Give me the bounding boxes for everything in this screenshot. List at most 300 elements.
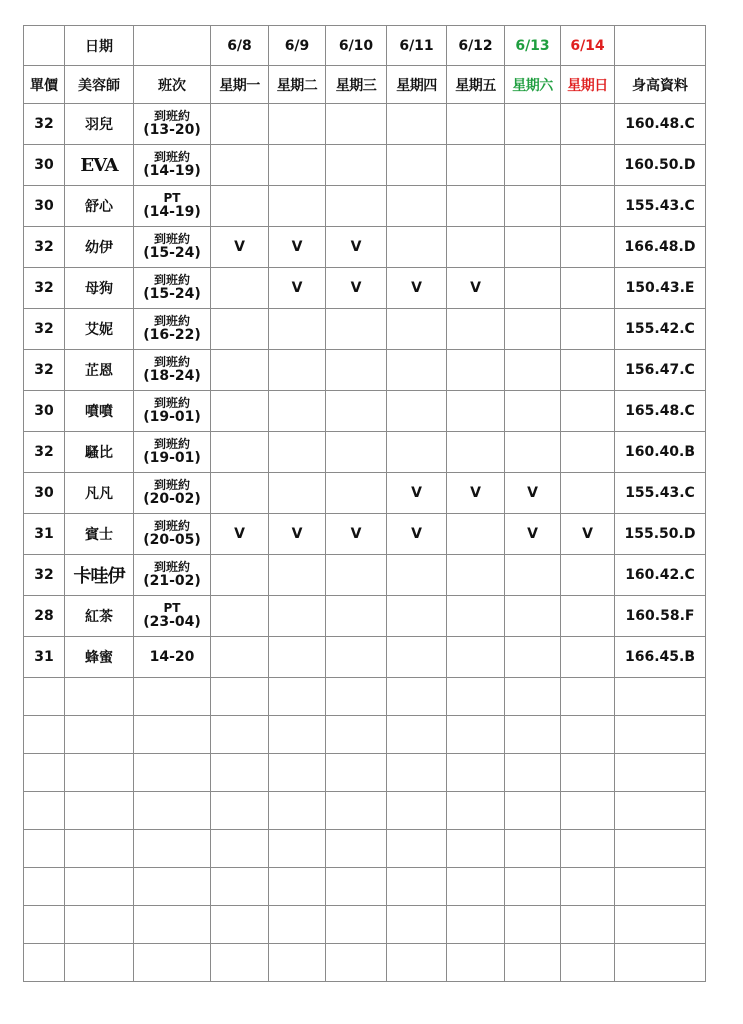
availability-cell: [387, 432, 447, 473]
empty-cell: [269, 906, 326, 944]
availability-cell: [269, 309, 326, 350]
shift-cell: [134, 227, 211, 268]
empty-cell: [269, 868, 326, 906]
empty-row: [24, 830, 706, 868]
empty-cell: [447, 830, 505, 868]
header-row-labels: [24, 66, 706, 104]
height-cell: 166.48.D: [615, 227, 706, 268]
empty-cell: [24, 792, 65, 830]
availability-cell: [211, 432, 269, 473]
table-row: [24, 473, 706, 514]
stylist-name: 幼伊: [65, 227, 134, 268]
availability-cell: [561, 555, 615, 596]
availability-cell: [561, 186, 615, 227]
empty-cell: [269, 678, 326, 716]
empty-cell: [447, 678, 505, 716]
empty-cell: [24, 830, 65, 868]
availability-cell: [269, 391, 326, 432]
header-row-dates: [24, 26, 706, 66]
empty-cell: [505, 944, 561, 982]
availability-cell: V: [211, 514, 269, 555]
date-cell: 6/12: [447, 26, 505, 66]
empty-cell: [211, 792, 269, 830]
empty-cell: [561, 678, 615, 716]
shift-note: PT: [163, 191, 181, 206]
empty-cell: [387, 678, 447, 716]
height-cell: 160.42.C: [615, 555, 706, 596]
availability-cell: [269, 555, 326, 596]
empty-cell: [561, 830, 615, 868]
availability-cell: V: [269, 514, 326, 555]
empty-cell: [326, 906, 387, 944]
availability-cell: [505, 637, 561, 678]
stylist-name: 騷比: [65, 432, 134, 473]
empty-cell: [561, 792, 615, 830]
empty-cell: [615, 754, 706, 792]
empty-cell: [24, 944, 65, 982]
availability-cell: [447, 309, 505, 350]
blank-header-cell: [615, 26, 706, 66]
empty-cell: [387, 754, 447, 792]
availability-cell: [211, 555, 269, 596]
availability-cell: [561, 637, 615, 678]
empty-cell: [505, 868, 561, 906]
availability-cell: [326, 309, 387, 350]
weekday-cell-saturday: 星期六: [505, 66, 561, 104]
empty-cell: [505, 906, 561, 944]
height-cell: 155.42.C: [615, 309, 706, 350]
availability-cell: [447, 350, 505, 391]
empty-cell: [134, 792, 211, 830]
availability-cell: V: [387, 473, 447, 514]
empty-cell: [447, 944, 505, 982]
table-row: [24, 514, 706, 555]
empty-cell: [211, 716, 269, 754]
empty-cell: [505, 754, 561, 792]
availability-cell: [505, 432, 561, 473]
availability-cell: [326, 473, 387, 514]
availability-cell: [211, 391, 269, 432]
availability-cell: [387, 555, 447, 596]
empty-row: [24, 792, 706, 830]
empty-cell: [505, 716, 561, 754]
shift-hours: (20-02): [143, 490, 201, 507]
availability-cell: [447, 514, 505, 555]
table-row: [24, 555, 706, 596]
availability-cell: [505, 596, 561, 637]
availability-cell: V: [447, 268, 505, 309]
availability-cell: [326, 555, 387, 596]
price-cell: 32: [24, 432, 65, 473]
shift-note: 到班約: [153, 396, 190, 411]
availability-cell: [269, 473, 326, 514]
shift-cell: [134, 104, 211, 145]
empty-cell: [134, 754, 211, 792]
empty-row: [24, 754, 706, 792]
empty-cell: [134, 678, 211, 716]
empty-row: [24, 678, 706, 716]
availability-cell: [211, 596, 269, 637]
empty-cell: [447, 906, 505, 944]
shift-cell: [134, 391, 211, 432]
empty-cell: [24, 906, 65, 944]
availability-cell: [211, 637, 269, 678]
price-cell: 30: [24, 145, 65, 186]
shift-cell: [134, 473, 211, 514]
price-cell: 31: [24, 514, 65, 555]
availability-cell: [447, 555, 505, 596]
empty-cell: [615, 716, 706, 754]
availability-cell: [387, 227, 447, 268]
shift-note: 到班約: [153, 273, 190, 288]
availability-cell: [447, 432, 505, 473]
shift-cell: [134, 186, 211, 227]
availability-cell: [505, 309, 561, 350]
availability-cell: [387, 596, 447, 637]
stylist-name: 凡凡: [65, 473, 134, 514]
shift-cell: [134, 432, 211, 473]
empty-cell: [561, 754, 615, 792]
empty-cell: [387, 906, 447, 944]
stylist-name: 艾妮: [65, 309, 134, 350]
date-cell-saturday: 6/13: [505, 26, 561, 66]
weekday-cell: 星期三: [326, 66, 387, 104]
empty-cell: [615, 792, 706, 830]
availability-cell: [561, 473, 615, 514]
availability-cell: [387, 104, 447, 145]
stylist-name: 賓士: [65, 514, 134, 555]
availability-cell: V: [561, 514, 615, 555]
availability-cell: [561, 268, 615, 309]
empty-cell: [65, 716, 134, 754]
availability-cell: [269, 350, 326, 391]
empty-cell: [134, 868, 211, 906]
height-cell: 160.48.C: [615, 104, 706, 145]
table-row: [24, 227, 706, 268]
availability-cell: [447, 186, 505, 227]
availability-cell: [447, 145, 505, 186]
availability-cell: [387, 186, 447, 227]
price-header: 單價: [24, 66, 65, 104]
availability-cell: [326, 596, 387, 637]
empty-cell: [505, 678, 561, 716]
availability-cell: [326, 186, 387, 227]
table-row: [24, 309, 706, 350]
table-row: [24, 391, 706, 432]
date-label: 日期: [65, 26, 134, 66]
availability-cell: [561, 350, 615, 391]
date-cell: 6/9: [269, 26, 326, 66]
shift-note: 到班約: [153, 519, 190, 534]
shift-hours: (21-02): [143, 572, 201, 589]
availability-cell: [561, 391, 615, 432]
availability-cell: [326, 637, 387, 678]
shift-hours: (23-04): [143, 613, 201, 630]
shift-cell: [134, 145, 211, 186]
shift-hours: (19-01): [143, 408, 201, 425]
blank-header-cell: [134, 26, 211, 66]
height-cell: 150.43.E: [615, 268, 706, 309]
shift-note: 到班約: [153, 150, 190, 165]
shift-header: 班次: [134, 66, 211, 104]
height-cell: 160.40.B: [615, 432, 706, 473]
shift-note: 到班約: [153, 314, 190, 329]
shift-cell: [134, 555, 211, 596]
availability-cell: [387, 637, 447, 678]
empty-row: [24, 944, 706, 982]
availability-cell: [387, 309, 447, 350]
empty-cell: [326, 754, 387, 792]
availability-cell: [326, 432, 387, 473]
availability-cell: [326, 350, 387, 391]
availability-cell: V: [326, 227, 387, 268]
stylist-name: 紅茶: [65, 596, 134, 637]
shift-cell: [134, 637, 211, 678]
date-cell: 6/11: [387, 26, 447, 66]
table-row: [24, 186, 706, 227]
empty-cell: [65, 944, 134, 982]
empty-cell: [269, 792, 326, 830]
availability-cell: [561, 596, 615, 637]
shift-note: 到班約: [153, 560, 190, 575]
shift-cell: [134, 350, 211, 391]
empty-cell: [505, 792, 561, 830]
empty-cell: [447, 792, 505, 830]
availability-cell: [387, 391, 447, 432]
empty-row: [24, 906, 706, 944]
empty-cell: [24, 716, 65, 754]
shift-hours: (16-22): [143, 326, 201, 343]
availability-cell: [269, 596, 326, 637]
height-cell: 156.47.C: [615, 350, 706, 391]
height-cell: 165.48.C: [615, 391, 706, 432]
availability-cell: [269, 145, 326, 186]
empty-cell: [561, 906, 615, 944]
availability-cell: [269, 104, 326, 145]
empty-cell: [326, 792, 387, 830]
empty-row: [24, 716, 706, 754]
empty-cell: [447, 716, 505, 754]
empty-cell: [211, 906, 269, 944]
shift-hours: (19-01): [143, 449, 201, 466]
empty-cell: [269, 944, 326, 982]
empty-cell: [615, 906, 706, 944]
weekday-cell: 星期二: [269, 66, 326, 104]
availability-cell: [211, 350, 269, 391]
empty-cell: [134, 944, 211, 982]
availability-cell: V: [387, 514, 447, 555]
stylist-name: 舒心: [65, 186, 134, 227]
shift-hours: 14-20: [149, 648, 195, 665]
price-cell: 30: [24, 391, 65, 432]
table-row: [24, 268, 706, 309]
date-cell: 6/8: [211, 26, 269, 66]
availability-cell: [326, 145, 387, 186]
stylist-name: 母狗: [65, 268, 134, 309]
empty-cell: [211, 754, 269, 792]
empty-cell: [211, 944, 269, 982]
availability-cell: V: [505, 473, 561, 514]
empty-cell: [65, 754, 134, 792]
availability-cell: [561, 145, 615, 186]
shift-hours: (15-24): [143, 285, 201, 302]
corner-cell: [24, 26, 65, 66]
height-header: 身高資料: [615, 66, 706, 104]
shift-hours: (14-19): [143, 203, 201, 220]
shift-note: 到班約: [153, 355, 190, 370]
shift-hours: (15-24): [143, 244, 201, 261]
empty-cell: [269, 830, 326, 868]
empty-cell: [561, 868, 615, 906]
empty-cell: [24, 868, 65, 906]
availability-cell: [211, 473, 269, 514]
empty-cell: [561, 716, 615, 754]
empty-cell: [211, 868, 269, 906]
empty-cell: [211, 678, 269, 716]
availability-cell: [505, 104, 561, 145]
height-cell: 160.50.D: [615, 145, 706, 186]
empty-cell: [65, 906, 134, 944]
empty-cell: [269, 754, 326, 792]
availability-cell: [211, 309, 269, 350]
availability-cell: V: [326, 268, 387, 309]
availability-cell: [269, 637, 326, 678]
empty-row: [24, 868, 706, 906]
availability-cell: [447, 637, 505, 678]
weekday-cell-sunday: 星期日: [561, 66, 615, 104]
availability-cell: [447, 596, 505, 637]
shift-hours: (14-19): [143, 162, 201, 179]
availability-cell: [505, 186, 561, 227]
price-cell: 32: [24, 104, 65, 145]
schedule-table: [23, 25, 706, 982]
availability-cell: [447, 104, 505, 145]
availability-cell: [505, 555, 561, 596]
availability-cell: V: [269, 227, 326, 268]
shift-hours: (18-24): [143, 367, 201, 384]
empty-cell: [387, 944, 447, 982]
empty-cell: [326, 868, 387, 906]
weekday-cell: 星期五: [447, 66, 505, 104]
availability-cell: [505, 268, 561, 309]
availability-cell: [505, 350, 561, 391]
shift-cell: [134, 309, 211, 350]
empty-cell: [387, 830, 447, 868]
empty-cell: [134, 906, 211, 944]
weekday-cell: 星期一: [211, 66, 269, 104]
shift-note: PT: [163, 601, 181, 616]
price-cell: 28: [24, 596, 65, 637]
empty-cell: [24, 754, 65, 792]
shift-note: 到班約: [153, 232, 190, 247]
availability-cell: V: [326, 514, 387, 555]
empty-cell: [447, 868, 505, 906]
empty-cell: [326, 678, 387, 716]
shift-hours: (20-05): [143, 531, 201, 548]
availability-cell: [561, 227, 615, 268]
price-cell: 32: [24, 555, 65, 596]
empty-cell: [387, 868, 447, 906]
height-cell: 155.43.C: [615, 186, 706, 227]
height-cell: 155.43.C: [615, 473, 706, 514]
price-cell: 30: [24, 186, 65, 227]
availability-cell: V: [387, 268, 447, 309]
empty-cell: [326, 716, 387, 754]
availability-cell: [561, 432, 615, 473]
availability-cell: [211, 186, 269, 227]
availability-cell: [211, 268, 269, 309]
stylist-name: 羽兒: [65, 104, 134, 145]
empty-cell: [615, 678, 706, 716]
stylist-header: 美容師: [65, 66, 134, 104]
availability-cell: [269, 186, 326, 227]
table-row: [24, 350, 706, 391]
weekday-cell: 星期四: [387, 66, 447, 104]
date-cell: 6/10: [326, 26, 387, 66]
date-cell-sunday: 6/14: [561, 26, 615, 66]
empty-cell: [326, 830, 387, 868]
price-cell: 31: [24, 637, 65, 678]
availability-cell: V: [505, 514, 561, 555]
availability-cell: V: [211, 227, 269, 268]
availability-cell: [387, 145, 447, 186]
availability-cell: V: [447, 473, 505, 514]
empty-cell: [65, 792, 134, 830]
availability-cell: [561, 309, 615, 350]
shift-note: 到班約: [153, 437, 190, 452]
empty-cell: [211, 830, 269, 868]
availability-cell: [387, 350, 447, 391]
availability-cell: [211, 104, 269, 145]
price-cell: 30: [24, 473, 65, 514]
empty-cell: [505, 830, 561, 868]
availability-cell: V: [269, 268, 326, 309]
height-cell: 166.45.B: [615, 637, 706, 678]
availability-cell: [505, 391, 561, 432]
stylist-name: EVA: [65, 145, 134, 186]
height-cell: 155.50.D: [615, 514, 706, 555]
shift-hours: (13-20): [143, 121, 201, 138]
shift-cell: [134, 268, 211, 309]
table-row: [24, 637, 706, 678]
empty-cell: [387, 792, 447, 830]
empty-cell: [387, 716, 447, 754]
empty-cell: [326, 944, 387, 982]
shift-note: 到班約: [153, 478, 190, 493]
empty-cell: [134, 716, 211, 754]
empty-cell: [65, 830, 134, 868]
empty-cell: [615, 830, 706, 868]
empty-cell: [65, 678, 134, 716]
stylist-name: 蜂蜜: [65, 637, 134, 678]
price-cell: 32: [24, 268, 65, 309]
stylist-name: 芷恩: [65, 350, 134, 391]
empty-cell: [447, 754, 505, 792]
height-cell: 160.58.F: [615, 596, 706, 637]
availability-cell: [447, 227, 505, 268]
table-row: [24, 145, 706, 186]
availability-cell: [447, 391, 505, 432]
table-row: [24, 432, 706, 473]
availability-cell: [326, 104, 387, 145]
shift-cell: [134, 596, 211, 637]
empty-cell: [24, 678, 65, 716]
empty-cell: [65, 868, 134, 906]
table-row: [24, 596, 706, 637]
availability-cell: [505, 145, 561, 186]
price-cell: 32: [24, 309, 65, 350]
empty-cell: [561, 944, 615, 982]
